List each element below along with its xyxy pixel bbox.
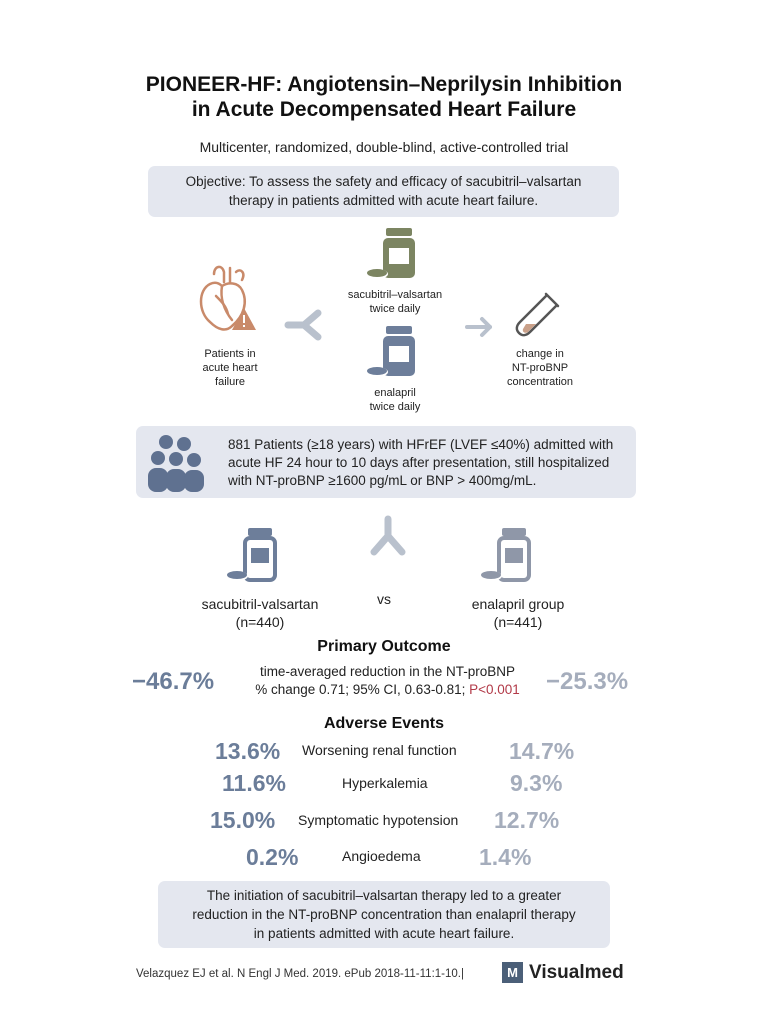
arm-right-name: enalapril group [471, 596, 565, 612]
ae-row-3-right: 12.7% [494, 807, 560, 833]
primary-left-value: −46.7% [132, 668, 215, 695]
ae-row-4-label: Angioedema [342, 848, 421, 864]
adverse-events-heading: Adverse Events [323, 715, 445, 732]
conclusion-line-2: reduction in the NT-proBNP concentration than enalapril therapy [192, 907, 576, 922]
endpoint-label-line-1: change in [516, 348, 564, 360]
right-arrow-icon [464, 316, 494, 338]
ae-row-1-left: 13.6% [215, 738, 281, 764]
drug-b-label-line-2: twice daily [369, 401, 421, 413]
ae-row-3-label: Symptomatic hypotension [298, 812, 459, 828]
population-text [228, 436, 628, 490]
primary-outcome-text [230, 663, 545, 699]
arm-left-n: (n=440) [235, 614, 285, 630]
objective-line-2: therapy in patients admitted with acute heart failure. [228, 193, 539, 208]
patients-label [185, 347, 275, 389]
population-line-1: 881 Patients (≥18 years) with HFrEF (LVEF ≤40%) admitted with [228, 437, 614, 452]
pill-bottle-enalapril-arm-icon [478, 528, 534, 584]
primary-pvalue: P<0.001 [469, 682, 520, 697]
title-line-2: in Acute Decompensated Heart Failure [191, 98, 577, 121]
vs-label: vs [377, 591, 391, 607]
primary-line-2-text: % change 0.71; 95% CI, 0.63-0.81; [255, 682, 466, 697]
page-subtitle: Multicenter, randomized, double-blind, active-controlled trial [199, 139, 569, 155]
conclusion-box [158, 881, 610, 948]
title-line-1: PIONEER-HF: Angiotensin–Neprilysin Inhibition [145, 73, 623, 96]
endpoint-label-line-2: NT-proBNP [511, 362, 569, 374]
conclusion-line-1: The initiation of sacubitril–valsartan therapy led to a greater [206, 888, 562, 903]
patient-group-icon [146, 432, 216, 492]
endpoint-label [490, 347, 590, 389]
split-down-arrow-icon [366, 514, 410, 558]
pill-bottle-sacubitril-icon [364, 228, 420, 282]
ae-row-2-label: Hyperkalemia [342, 775, 428, 791]
drug-a-label-line-1: sacubitril–valsartan [347, 289, 443, 301]
pill-bottle-sacubitril-arm-icon [224, 528, 280, 584]
visualmed-logo-icon: M [502, 962, 523, 983]
heart-icon [192, 262, 260, 336]
arm-left-name: sacubitril-valsartan [201, 596, 319, 612]
drug-a-label [330, 288, 460, 316]
drug-a-label-line-2: twice daily [369, 303, 421, 315]
objective-line-1: Objective: To assess the safety and efficacy of sacubitril–valsartan [185, 174, 582, 189]
citation: Velazquez EJ et al. N Engl J Med. 2019. ePub 2018-11-11:1-10.| [136, 968, 464, 980]
population-line-2: acute HF 24 hour to 10 days after presentation, still hospitalized [228, 455, 610, 470]
split-arrow-icon [282, 305, 326, 345]
ae-row-2-right: 9.3% [510, 770, 563, 796]
drug-b-label-line-1: enalapril [374, 387, 416, 399]
objective-box [148, 166, 619, 217]
ae-row-4-left: 0.2% [246, 844, 299, 870]
conclusion-line-3: in patients admitted with acute heart failure. [253, 926, 515, 941]
ae-row-1-right: 14.7% [509, 738, 575, 764]
patients-label-line-1: Patients in [204, 348, 256, 360]
primary-right-value: −25.3% [546, 668, 629, 695]
arm-left-label [180, 595, 340, 631]
ae-row-3-left: 15.0% [210, 807, 276, 833]
patients-label-line-3: failure [215, 376, 245, 388]
page-title [40, 72, 728, 122]
test-tube-icon [512, 288, 564, 340]
primary-line-2 [230, 681, 545, 699]
ae-row-2-left: 11.6% [222, 770, 286, 796]
population-line-3: with NT-proBNP ≥1600 pg/mL or BNP > 400mg/mL. [228, 473, 537, 488]
arm-right-label [448, 595, 588, 631]
arm-right-n: (n=441) [493, 614, 543, 630]
patients-label-line-2: acute heart [202, 362, 258, 374]
endpoint-label-line-3: concentration [506, 376, 574, 388]
pill-bottle-enalapril-icon [364, 326, 420, 380]
drug-b-label [330, 386, 460, 414]
ae-row-4-right: 1.4% [479, 844, 532, 870]
ae-row-1-label: Worsening renal function [302, 742, 457, 758]
primary-outcome-heading: Primary Outcome [317, 638, 451, 655]
primary-line-1: time-averaged reduction in the NT-proBNP [259, 664, 516, 679]
visualmed-logo-text: Visualmed [529, 962, 624, 983]
